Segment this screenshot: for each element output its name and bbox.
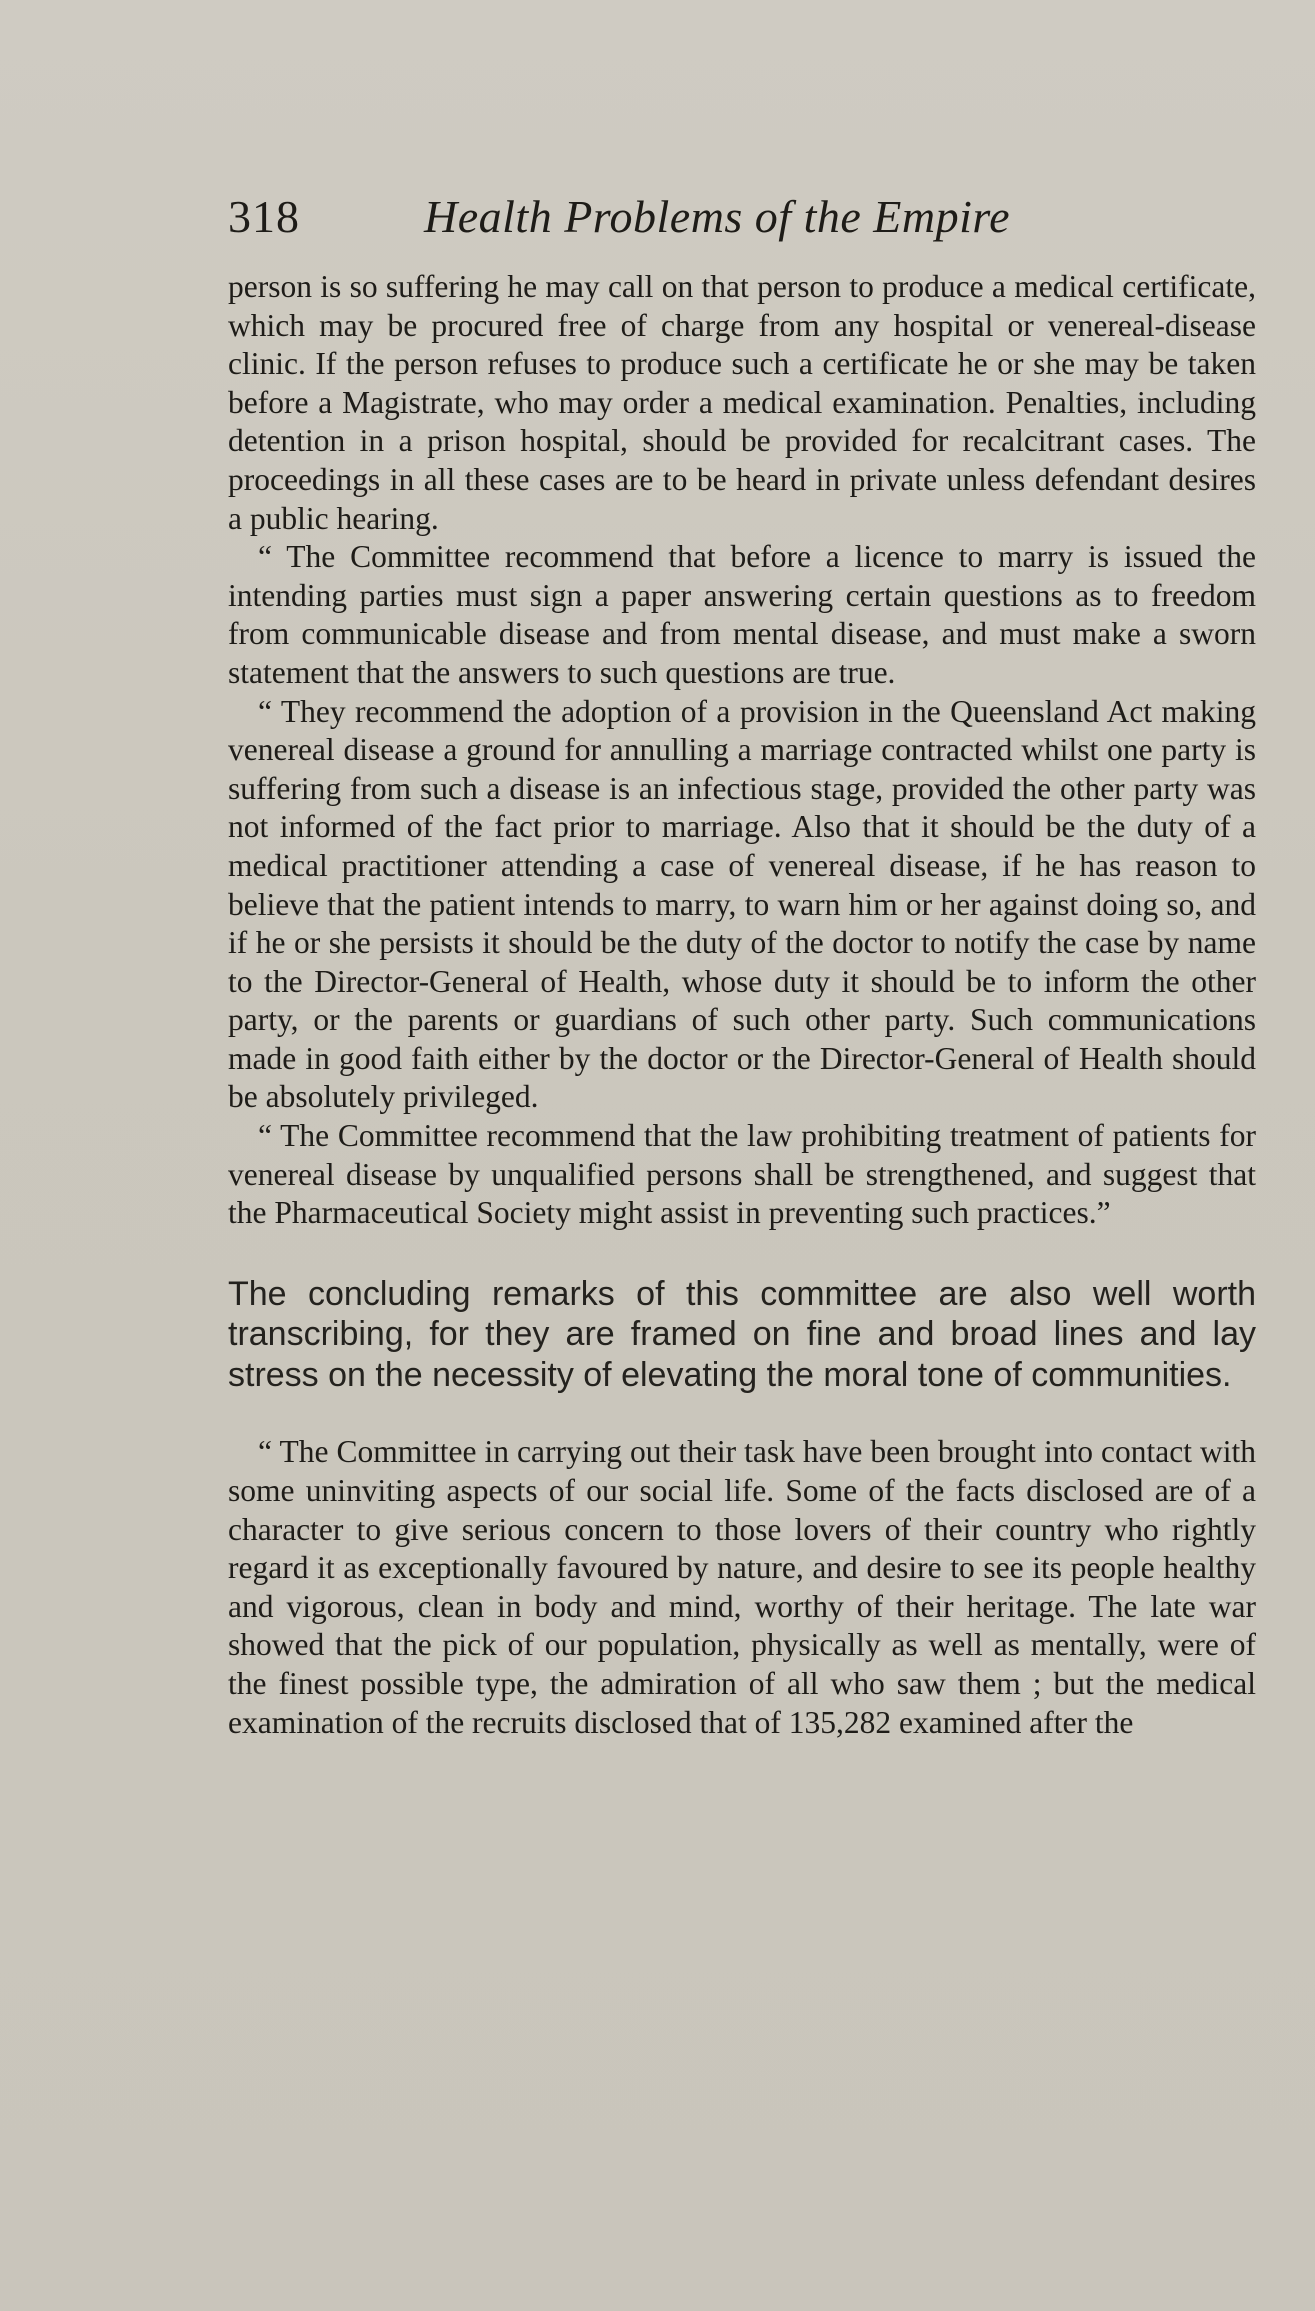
page-header — [228, 190, 1070, 250]
running-title: Health Problems of the Empire — [424, 191, 1010, 242]
page-number: 318 — [228, 191, 300, 242]
quoted-report-block — [228, 268, 1256, 1233]
paragraph-unqualified-treatment: “ The Committee recommend that the law prohibiting treatment of patients for venereal disease by unqualified persons shall be strengthened, and suggest that the Pharmaceutical Society might assist in preventing such practices.” — [228, 1118, 1256, 1231]
paragraph-social-life: “ The Committee in carrying out their task have been brought into contact with some uninviting aspects of our social life. Some of the facts disclosed are of a character to give serious concern to those lovers of their country who rightly regard it as exceptionally favoured by nature, and desire to see its people healthy and vigorous, clean in body and mind, worthy of their heritage. The late war showed that the pick of our population, physically as well as mentally, were of the finest possible type, the admiration of all who saw them ; but the medical examination of the recruits disclosed that of 135,282 examined after the — [228, 1434, 1256, 1740]
paragraph-marriage-licence: “ The Committee recommend that before a licence to marry is issued the intending parties must sign a paper answering certain questions as to freedom from communicable disease and from mental disease, and must make a sworn statement that the answers to such questions are true. — [228, 539, 1256, 690]
body-text — [228, 268, 1256, 1742]
quoted-concluding-block — [228, 1433, 1256, 1742]
paragraph-annulment: “ They recommend the adoption of a provision in the Queensland Act making venereal disease a ground for annulling a marriage contracted whilst one party is suffering from such a disease is an infectious stage, provided the other party was not informed of the fact prior to marriage. Also that it should be the duty of a medical practitioner attending a case of venereal disease, if he has reason to believe that the patient intends to marry, to warn him or her against doing so, and if he or she persists it should be the duty of the doctor to notify the case by name to the Director-General of Health, whose duty it should be to inform the other party, or the parents or guardians of such other party. Such communications made in good faith either by the doctor or the Director-General of Health should be absolutely privileged. — [228, 693, 1256, 1115]
paragraph-continuation: person is so suffering he may call on that person to produce a medical certificate, which may be procured free of charge from any hospital or venereal-disease clinic. If the person refuses to produce such a certificate he or she may be taken before a Magistrate, who may order a medical examination. Penalties, including detention in a prison hospital, should be provided for recalcitrant cases. The proceedings in all these cases are to be heard in private unless defendant desires a public hearing. — [228, 269, 1256, 536]
paragraph-concluding-remarks: The concluding remarks of this committee are also well worth transcribing, for they are framed on fine and broad lines and lay stress on the necessity of elevating the moral tone of communities. — [228, 1274, 1256, 1394]
